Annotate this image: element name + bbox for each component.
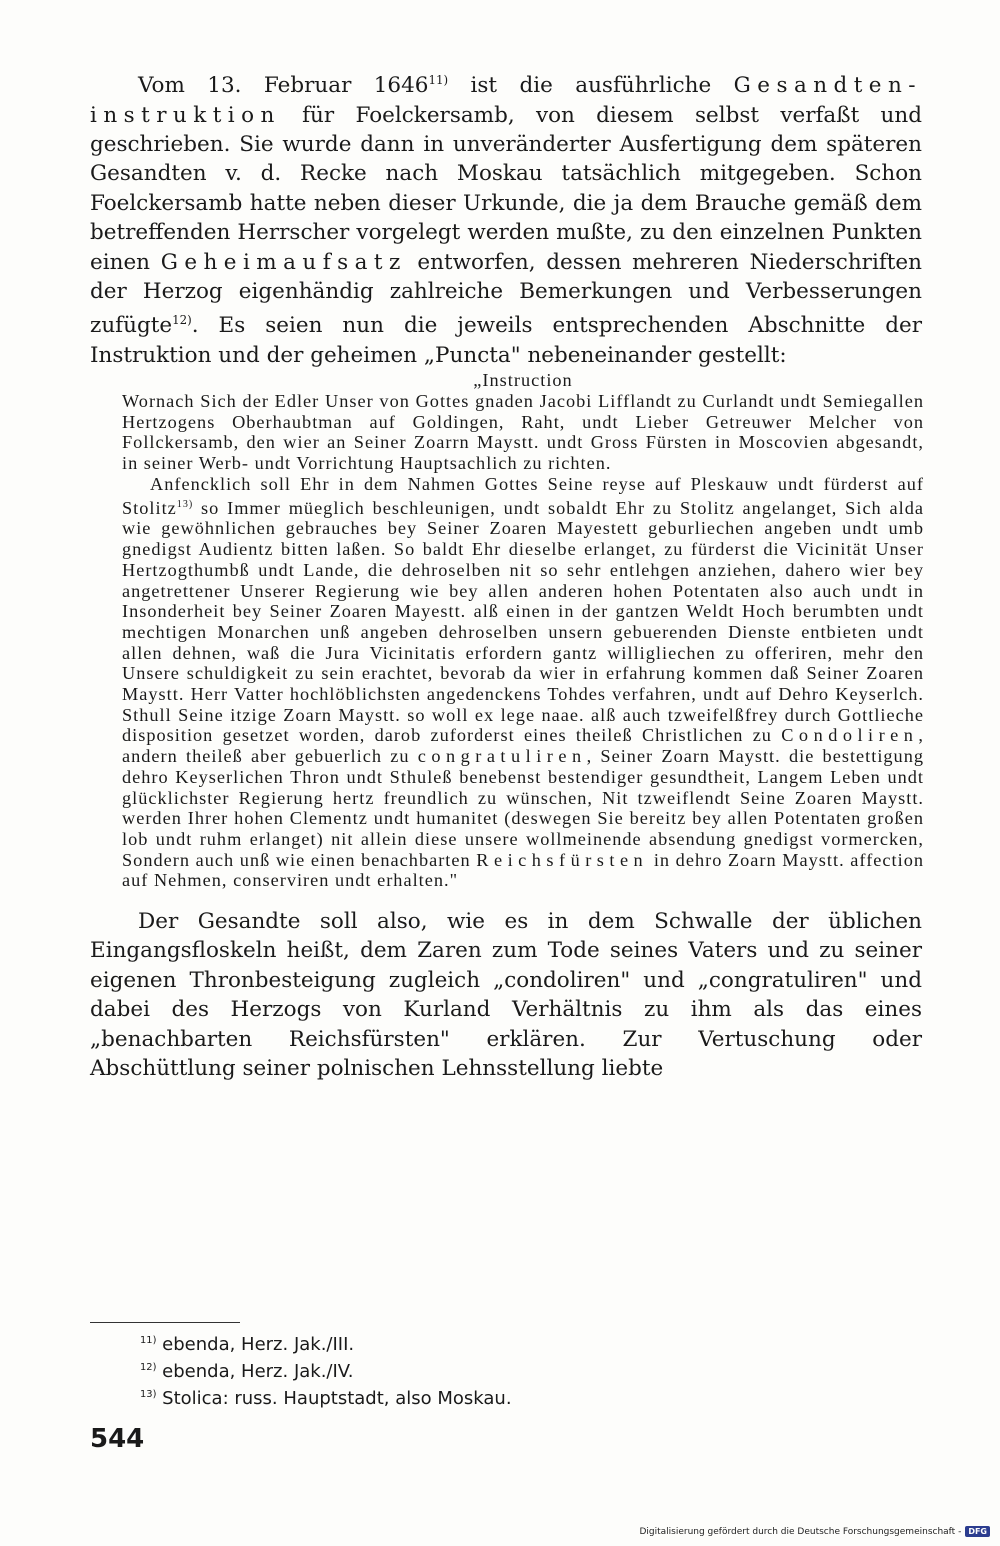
footnote-mark: 13) xyxy=(140,1389,157,1400)
footnote-text: ebenda, Herz. Jak./III. xyxy=(162,1334,355,1355)
footnote-divider xyxy=(90,1322,240,1323)
spaced-term: Gesandten-instruktion xyxy=(90,73,922,128)
text: ist die ausführliche xyxy=(448,73,734,99)
text: entworfen, dessen mehreren Niederschriften der Herzog eigenhändig zahlreiche Bemerkungen und Verbesserungen zufügte xyxy=(90,249,922,339)
instruction-quote xyxy=(122,370,924,891)
footnote-mark: 12) xyxy=(140,1362,157,1373)
spaced-term: Condoliren xyxy=(781,725,919,746)
text: Vom 13. Februar 1646 xyxy=(138,73,429,99)
spaced-term: congratuliren xyxy=(417,746,587,767)
text: , Seiner Zoarn Maystt. die bestettigung dehro Keyserlichen Thron undt Sthuleß benebenst bestendiger gesundtheit, Langem Leben undt glücklichster Regierung hertz freundlich zu wünschen, Nit tzweiflendt Seine Zoaren Maystt. werden Ihrer hohen Clementz undt humanitet (deswegen Sie bereitz bey allen Potentaten großen lob undt ruhm erlanget) nit allein diese unsere wollmeinende absendung gnedigst vormercken, Sondern auch unß wie einen benachbarten xyxy=(122,746,924,870)
quote-heading: „Instruction xyxy=(473,370,573,391)
quote-paragraph-1: Wornach Sich der Edler Unser von Gottes gnaden Jacobi Lifflandt zu Curlandt undt Semiegallen Hertzogens Oberhaubtman auf Goldingen, Raht, undt Lieber Getreuwer Melcher von Follckersamb, den wier an Seiner Zoarrn Maystt. undt Gross Fürsten in Moscovien abgesandt, in seiner Werb- undt Vorrichtung Hauptsachlich zu richten. xyxy=(122,391,924,474)
footnote-text: ebenda, Herz. Jak./IV. xyxy=(162,1361,354,1382)
footnote-ref: 12) xyxy=(172,313,192,328)
text: , andern theileß aber gebuerlich zu xyxy=(122,725,924,767)
spaced-term: Reichsfürsten xyxy=(476,849,649,870)
digitization-credit xyxy=(639,1526,990,1537)
footnote-mark: 11) xyxy=(140,1335,157,1346)
footnote-ref: 13) xyxy=(176,498,194,510)
text: für Foelckersamb, von diesem selbst verfaßt und geschrieben. Sie wurde dann in unveränderter Ausfertigung dem späteren Gesandten v. d. Recke nach Moskau tatsächlich mitgegeben. Schon Foelckersamb hatte neben dieser Urkunde, die ja dem Brauche gemäß dem betreffenden Herrscher vorgelegt werden mußte, zu den einzelnen Punkten einen xyxy=(90,102,922,275)
credit-text: Digitalisierung gefördert durch die Deutsche Forschungsgemeinschaft - xyxy=(639,1526,962,1537)
footnote-text: Stolica: russ. Hauptstadt, also Moskau. xyxy=(162,1388,512,1409)
text: in dehro Zoarn Maystt. affection auf Nehmen, conserviren undt erhalten." xyxy=(122,849,924,891)
body-paragraph-1 xyxy=(90,66,922,370)
body-paragraph-2: Der Gesandte soll also, wie es in dem Schwalle der üblichen Eingangsfloskeln heißt, dem Zaren zum Tode seines Vaters und zu seiner eigenen Thronbesteigung zugleich „condoliren" und „congratuliren" und dabei des Herzogs von Kurland Verhältnis zu ihm als das eines „benachbarten Reichsfürsten" erklären. Zur Vertuschung oder Abschüttlung seiner polnischen Lehnsstellung liebte xyxy=(90,909,922,1082)
footnote xyxy=(140,1329,512,1356)
footnote xyxy=(140,1383,512,1410)
spaced-term: Geheimaufsatz xyxy=(160,249,407,275)
footnote-ref: 11) xyxy=(428,73,449,87)
dfg-logo-icon: DFG xyxy=(965,1526,990,1537)
page-content xyxy=(90,66,922,1083)
text: . Es seien nun die jeweils entsprechenden Abschnitte der Instruktion und der geheimen „Puncta" nebeneinander gestellt: xyxy=(90,313,922,368)
footnote xyxy=(140,1356,512,1383)
text: Anfencklich soll Ehr in dem Nahmen Gottes Seine reyse auf Pleskauw undt fürderst auf Stolitz xyxy=(122,473,924,518)
page-number: 544 xyxy=(90,1424,145,1454)
quote-paragraph-2 xyxy=(122,474,924,891)
footnotes xyxy=(140,1329,512,1410)
text: so Immer müeglich beschleunigen, undt sobaldt Ehr zu Stolitz angelanget, Sich alda wie gewöhnlichen gebrauches bey Seiner Zoaren Mayestett geburliechen angeben undt umb gnedigst Audientz bitten laßen. So baldt Ehr dieselbe erlanget, zu fürderst die Vicinität Unser Hertzogthumbß undt Lande, die dehroselben nit so sehr entlehgen anziehen, dahero wier bey angetrettener Unserer Regierung wie bey allen anderen hohen Potentaten also auch undt in Insonderheit bey Seiner Zoaren Mayestt. alß einen in der gantzen Weldt Hoch berumbten undt mechtigen Monarchen unß angeben dehroselben unsern gebuerenden Dienste entbieten undt allen dehnen, waß die Jura Vicinitatis erfordern gantz willigliechen zu offeriren, mehr den Unsere schuldigkeit zu sein erachtet, bevorab da wier in erfahrung kommen daß Seiner Zoaren Maystt. Herr Vatter hochlöblichsten angedenckens Tohdes verfahren, undt auf Dehro Keyserlch. Sthull Seine itzige Zoarn Maystt. so woll ex lege naae. alß auch tzweifelßfrey durch Gottlieche disposition gesetzet worden, darob zuforderst eines theileß Christlichen zu xyxy=(122,497,924,746)
